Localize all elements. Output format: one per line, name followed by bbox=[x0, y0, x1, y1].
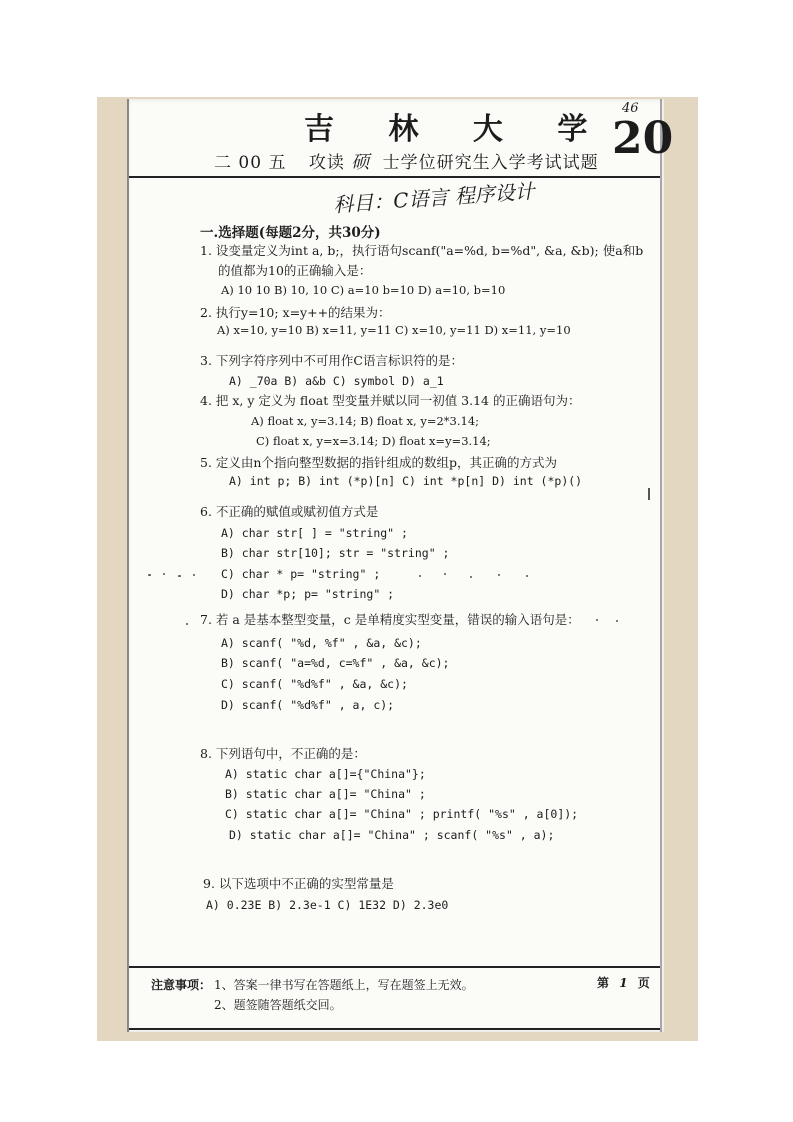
degree-handwritten: 硕 bbox=[351, 152, 371, 173]
page-indicator bbox=[597, 974, 650, 991]
scan-speck bbox=[470, 576, 472, 578]
question-8-option-d: D) static char a[]= "China" ; scanf( "%s" , a); bbox=[229, 828, 555, 842]
exam-title: 士学位研究生入学考试试题 bbox=[382, 153, 599, 173]
section-title: 一.选择题(每题2分，共30分) bbox=[200, 225, 381, 241]
note-1: 1、答案一律书写在答题纸上，写在题签上无效。 bbox=[214, 978, 474, 992]
scan-speck bbox=[419, 575, 421, 577]
question-line: 1. 设变量定义为int a, b;，执行语句scanf("a=%d, b=%d", &a, &b); 使a和b bbox=[200, 243, 644, 258]
question-4-option-cd: C) float x, y=x=3.14; D) float x=y=3.14; bbox=[256, 434, 491, 448]
question-8-option-b: B) static char a[]= "China" ; bbox=[225, 787, 426, 801]
note-2: 2、题签随答题纸交回。 bbox=[214, 998, 342, 1012]
paper-left-edge bbox=[127, 99, 129, 1032]
question-6-option-b: B) char str[10]; str = "string" ; bbox=[221, 546, 450, 560]
question-9-options: A) 0.23E B) 2.3e-1 C) 1E32 D) 2.3e0 bbox=[206, 898, 449, 912]
notes-label: 注意事项： bbox=[151, 978, 212, 992]
page-prefix: 第 bbox=[597, 976, 610, 990]
question-3-options: A) _70a B) a&b C) symbol D) a_1 bbox=[229, 374, 444, 388]
page-number: 1 bbox=[619, 976, 628, 990]
question-9: 9. 以下选项中不正确的实型常量是 bbox=[203, 876, 394, 891]
scan-speck bbox=[498, 574, 500, 576]
paper-right-edge bbox=[660, 99, 662, 1032]
question-3: 3. 下列字符序列中不可用作C语言标识符的是： bbox=[200, 353, 463, 368]
scan-speck bbox=[596, 619, 598, 621]
scan-speck bbox=[186, 623, 188, 625]
question-8-option-c: C) static char a[]= "China" ; printf( "%s" , a[0]); bbox=[225, 807, 579, 821]
question-7: 7. 若 a 是基本整型变量，c 是单精度实型变量，错误的输入语句是： bbox=[200, 612, 580, 627]
question-4-option-ab: A) float x, y=3.14; B) float x, y=2*3.14; bbox=[251, 414, 480, 428]
question-5-options: A) int p; B) int (*p)[n] C) int *p[n] D) int (*p)() bbox=[229, 474, 583, 488]
question-7-option-d: D) scanf( "%d%f" , a, c); bbox=[221, 698, 395, 712]
question-6: 6. 不正确的赋值或赋初值方式是 bbox=[200, 504, 379, 519]
scan-speck bbox=[648, 488, 650, 500]
question-2-options: A) x=10, y=10 B) x=11, y=11 C) x=10, y=11 D) x=11, y=10 bbox=[217, 323, 571, 337]
question-8: 8. 下列语句中，不正确的是： bbox=[200, 746, 366, 761]
question-7-option-c: C) scanf( "%d%f" , &a, &c); bbox=[221, 677, 408, 691]
header-divider bbox=[129, 176, 660, 178]
question-8-option-a: A) static char a[]={"China"}; bbox=[225, 767, 426, 781]
footer-divider bbox=[129, 966, 660, 968]
question-7-option-b: B) scanf( "a=%d, c=%f" , &a, &c); bbox=[221, 656, 450, 670]
scan-speck bbox=[193, 574, 195, 576]
degree-prefix: 攻读 bbox=[308, 153, 345, 173]
question-1 bbox=[200, 243, 643, 278]
code-number: 20 bbox=[612, 113, 674, 164]
question-6-option-d: D) char *p; p= "string" ; bbox=[221, 587, 395, 601]
page-suffix: 页 bbox=[637, 976, 650, 990]
scan-speck bbox=[148, 574, 151, 576]
top-handwritten-mark: 46 bbox=[622, 101, 639, 116]
exam-subtitle bbox=[214, 148, 599, 174]
question-6-option-a: A) char str[ ] = "string" ; bbox=[221, 526, 408, 540]
year-prefix: 二 00 五 bbox=[214, 153, 287, 173]
university-title: 吉 林 大 学 bbox=[304, 112, 610, 147]
question-7-option-a: A) scanf( "%d, %f" , &a, &c); bbox=[221, 636, 422, 650]
question-5: 5. 定义由n个指向整型数据的指针组成的数组p，其正确的方式为 bbox=[200, 455, 557, 470]
question-line: 的值都为10的正确输入是： bbox=[218, 263, 372, 278]
bottom-edge bbox=[129, 1028, 660, 1030]
question-2: 2. 执行y=10; x=y++的结果为： bbox=[200, 305, 391, 320]
scan-speck bbox=[526, 575, 528, 577]
subject-handwritten: 科目：C语言 程序设计 bbox=[332, 178, 536, 218]
question-4: 4. 把 x, y 定义为 float 型变量并赋以同一初值 3.14 的正确语句为： bbox=[200, 393, 581, 408]
scan-speck bbox=[163, 573, 165, 575]
scan-speck bbox=[616, 620, 618, 622]
question-1-options: A) 10 10 B) 10, 10 C) a=10 b=10 D) a=10, b=10 bbox=[221, 283, 506, 297]
scan-speck bbox=[178, 575, 181, 577]
scan-speck bbox=[444, 573, 446, 575]
question-6-option-c: C) char * p= "string" ; bbox=[221, 567, 381, 581]
